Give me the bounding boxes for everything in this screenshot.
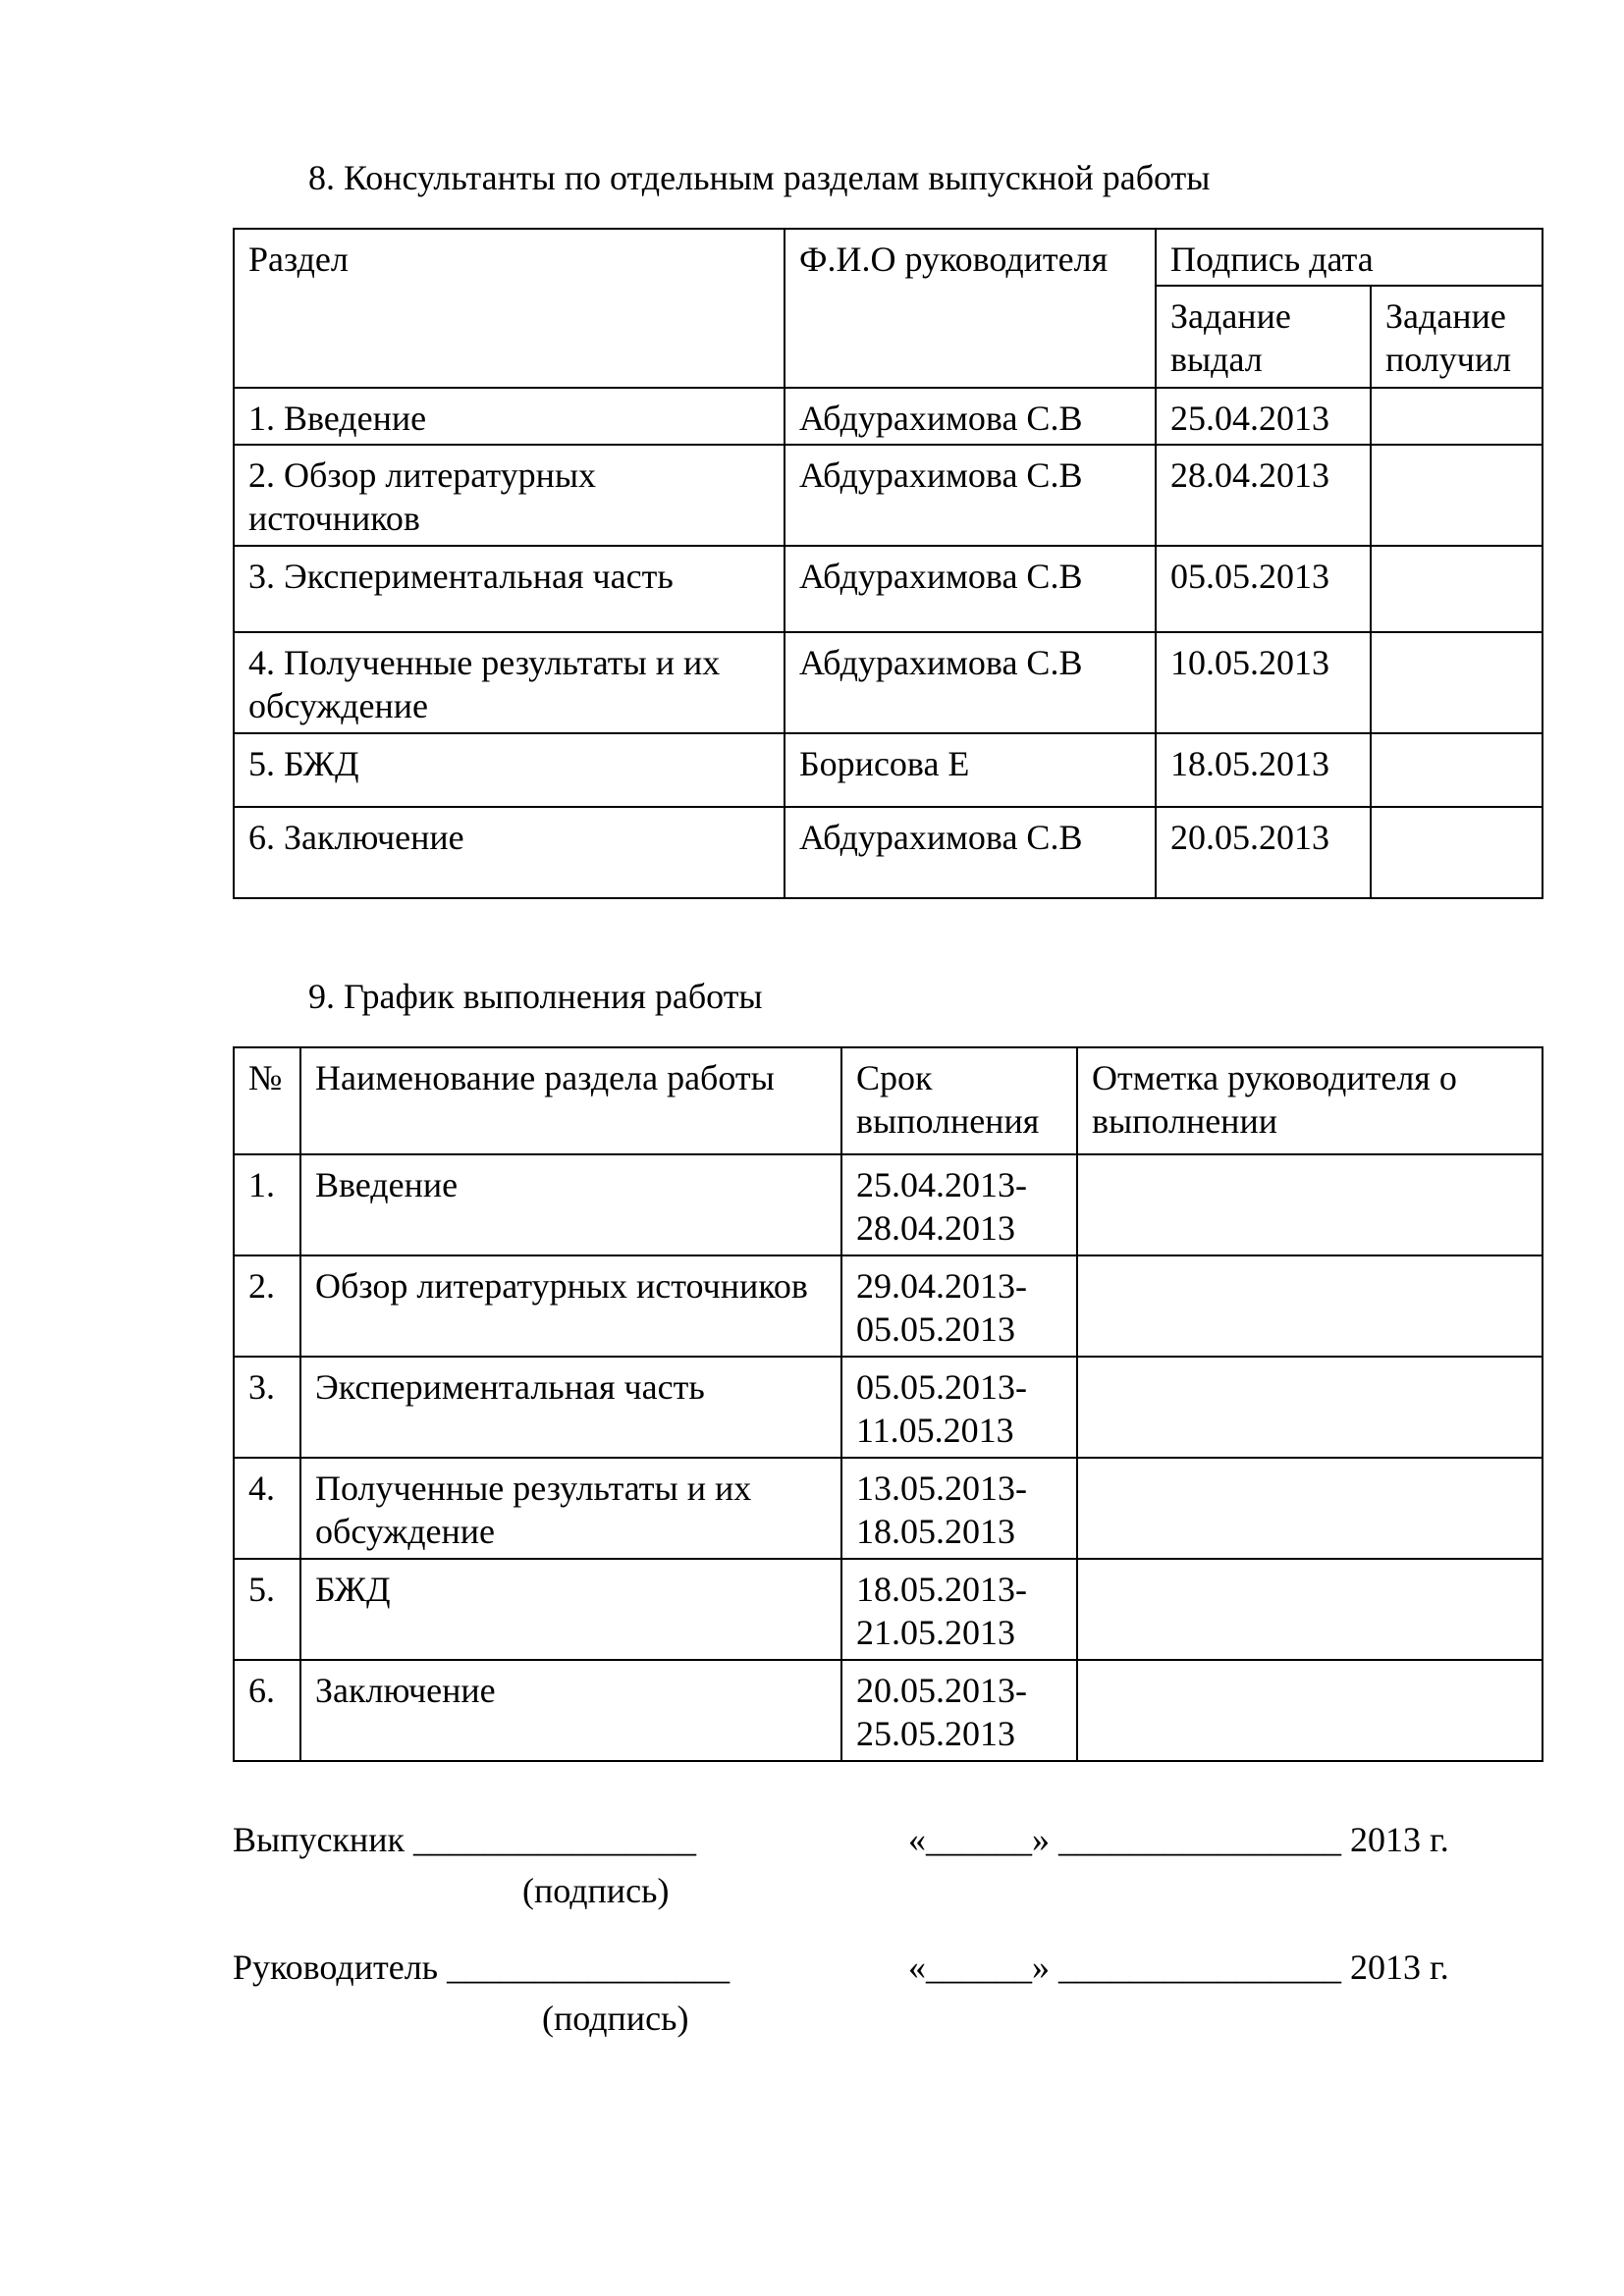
table-row: [234, 1458, 1543, 1559]
header-sign-date: Подпись дата: [1156, 229, 1543, 286]
cell-term: 05.05.2013-11.05.2013: [841, 1357, 1077, 1458]
cell-term: 29.04.2013-05.05.2013: [841, 1255, 1077, 1357]
cell-section: 4. Полученные результаты и их обсуждение: [234, 632, 785, 733]
cell-number: 2.: [234, 1255, 300, 1357]
supervisor-signature-line: Руководитель ________________: [233, 1948, 731, 1987]
consultants-table: [233, 228, 1543, 899]
supervisor-date-line: «______» ________________ 2013 г.: [908, 1948, 1449, 1987]
cell-term: 25.04.2013-28.04.2013: [841, 1154, 1077, 1255]
cell-number: 4.: [234, 1458, 300, 1559]
section8-heading: 8. Консультанты по отдельным разделам выпускной работы: [308, 158, 1211, 197]
cell-date: 05.05.2013: [1156, 546, 1371, 632]
header-task-received: Задание получил: [1371, 286, 1543, 388]
cell-name: Борисова Е: [785, 733, 1156, 807]
cell-received: [1371, 733, 1543, 807]
cell-number: 5.: [234, 1559, 300, 1660]
cell-term: 20.05.2013-25.05.2013: [841, 1660, 1077, 1761]
table-row: [234, 1559, 1543, 1660]
cell-date: 10.05.2013: [1156, 632, 1371, 733]
cell-title: Экспериментальная часть: [300, 1357, 841, 1458]
cell-section: 6. Заключение: [234, 807, 785, 898]
cell-title: Заключение: [300, 1660, 841, 1761]
cell-received: [1371, 388, 1543, 445]
header-supervisor-mark: Отметка руководителя о выполнении: [1077, 1047, 1543, 1154]
table-row: [234, 1154, 1543, 1255]
cell-number: 6.: [234, 1660, 300, 1761]
cell-date: 28.04.2013: [1156, 445, 1371, 546]
header-section-title: Наименование раздела работы: [300, 1047, 841, 1154]
cell-mark: [1077, 1357, 1543, 1458]
header-section: Раздел: [234, 229, 785, 388]
cell-number: 1.: [234, 1154, 300, 1255]
graduate-signature-line: Выпускник ________________: [233, 1820, 696, 1859]
cell-date: 20.05.2013: [1156, 807, 1371, 898]
table-row: [234, 1660, 1543, 1761]
header-task-issued: Задание выдал: [1156, 286, 1371, 388]
cell-term: 18.05.2013-21.05.2013: [841, 1559, 1077, 1660]
cell-mark: [1077, 1458, 1543, 1559]
supervisor-signature-caption: (подпись): [542, 1999, 689, 2038]
cell-name: Абдурахимова С.В: [785, 445, 1156, 546]
header-term: Срок выполнения: [841, 1047, 1077, 1154]
table-row: [234, 632, 1543, 733]
cell-title: Обзор литературных источников: [300, 1255, 841, 1357]
graduate-date-line: «______» ________________ 2013 г.: [908, 1820, 1449, 1859]
table-row: [234, 546, 1543, 632]
cell-name: Абдурахимова С.В: [785, 807, 1156, 898]
cell-title: БЖД: [300, 1559, 841, 1660]
cell-title: Полученные результаты и их обсуждение: [300, 1458, 841, 1559]
cell-received: [1371, 807, 1543, 898]
cell-received: [1371, 632, 1543, 733]
cell-section: 2. Обзор литературных источников: [234, 445, 785, 546]
cell-received: [1371, 546, 1543, 632]
table-row: [234, 388, 1543, 445]
cell-mark: [1077, 1660, 1543, 1761]
schedule-table: [233, 1046, 1543, 1762]
cell-name: Абдурахимова С.В: [785, 546, 1156, 632]
header-supervisor-name: Ф.И.О руководителя: [785, 229, 1156, 388]
cell-name: Абдурахимова С.В: [785, 388, 1156, 445]
cell-date: 25.04.2013: [1156, 388, 1371, 445]
cell-mark: [1077, 1559, 1543, 1660]
table-row: [234, 807, 1543, 898]
cell-number: 3.: [234, 1357, 300, 1458]
header-number: №: [234, 1047, 300, 1154]
cell-section: 3. Экспериментальная часть: [234, 546, 785, 632]
cell-date: 18.05.2013: [1156, 733, 1371, 807]
cell-title: Введение: [300, 1154, 841, 1255]
cell-term: 13.05.2013-18.05.2013: [841, 1458, 1077, 1559]
cell-mark: [1077, 1255, 1543, 1357]
table-row: [234, 1357, 1543, 1458]
cell-received: [1371, 445, 1543, 546]
table-row: [234, 733, 1543, 807]
section9-heading: 9. График выполнения работы: [308, 977, 763, 1016]
cell-section: 1. Введение: [234, 388, 785, 445]
cell-mark: [1077, 1154, 1543, 1255]
graduate-signature-caption: (подпись): [522, 1871, 670, 1910]
cell-section: 5. БЖД: [234, 733, 785, 807]
table-row: [234, 1255, 1543, 1357]
cell-name: Абдурахимова С.В: [785, 632, 1156, 733]
table-row: [234, 445, 1543, 546]
